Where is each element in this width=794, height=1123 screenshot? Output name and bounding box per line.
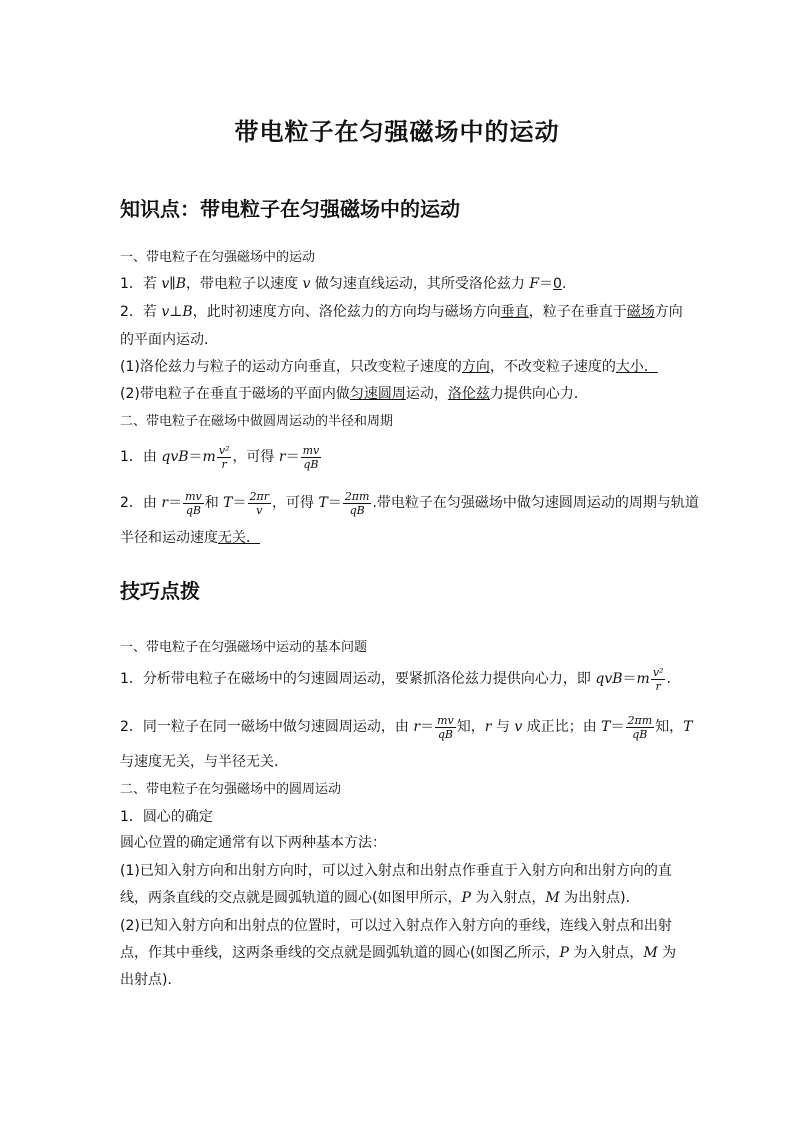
section-heading-knowledge: 知识点：带电粒子在匀强磁场中的运动 (120, 197, 460, 221)
subheading-motion: 一、带电粒子在匀强磁场中的运动 (120, 250, 316, 265)
tip-proportional: 2．同一粒子在同一磁场中做匀速圆周运动，由 r＝ $\frac{mv}{qB}$ 知，r 与 v 成正比；由 T＝ $\frac{2\pi m}{qB}$ 知，T (120, 713, 693, 741)
paragraph-circular-motion: (2)带电粒子在垂直于磁场的平面内做匀速圆周运动，洛伦兹力提供向心力． (120, 386, 588, 402)
subheading-basic-problems: 一、带电粒子在匀强磁场中运动的基本问题 (120, 640, 368, 655)
fraction-2pim-over-qb: $\frac{2\pi m}{qB}$ (627, 713, 653, 741)
formula-period-cont: 半径和运动速度无关． (120, 530, 260, 546)
tip-centripetal-force: 1．分析带电粒子在磁场中的匀速圆周运动，要紧抓洛伦兹力提供向心力，即 qvB＝m $\frac{\text{v²}}{r}$ . (120, 665, 671, 693)
paragraph-method-1: (1)已知入射方向和出射方向时，可以过入射点和出射点作垂直于入射方向和出射方向的直 (120, 863, 672, 879)
fraction-mv-over-qb: $\frac{mv}{qB}$ (185, 489, 202, 517)
item-center-determination: 1．圆心的确定 (120, 809, 213, 825)
paragraph-methods-intro: 圆心位置的确定通常有以下两种基本方法： (120, 835, 386, 851)
fraction-mv-over-qb: $\frac{mv}{qB}$ (302, 443, 320, 471)
paragraph-method-2: (2)已知入射方向和出射点的位置时，可以过入射点作入射方向的垂线，连线入射点和出射 (120, 918, 672, 934)
paragraph-lorentz-direction: (1)洛伦兹力与粒子的运动方向垂直，只改变粒子速度的方向，不改变粒子速度的大小． (120, 359, 658, 375)
tip-proportional-cont: 与速度无关，与半径无关． (120, 754, 288, 770)
section-heading-tips: 技巧点拨 (120, 579, 200, 603)
page-title: 带电粒子在匀强磁场中的运动 (234, 118, 560, 146)
fraction-v2-over-r: $\frac{\text{v²}}{r}$ (652, 665, 664, 693)
paragraph-parallel-case: 1．若 v∥B，带电粒子以速度 v 做匀速直线运动，其所受洛伦兹力 F＝0. (120, 276, 567, 292)
formula-period: 2．由 r＝ $\frac{mv}{qB}$ 和 T＝ $\frac{2\pi r}{v}$ ，可得 T＝ $\frac{2\pi m}{qB}$ .带电粒子在匀强磁场中做匀速圆周运动的周期与轨道 (120, 489, 699, 517)
paragraph-perpendicular-case-cont: 的平面内运动． (120, 332, 218, 348)
fraction-v2-over-r: $\frac{\text{v²}}{r}$ (218, 443, 230, 471)
paragraph-method-2-cont: 点，作其中垂线，这两条垂线的交点就是圆弧轨道的圆心(如图乙所示，P 为入射点，M 为 (120, 945, 677, 961)
subheading-circular-motion: 二、带电粒子在匀强磁场中的圆周运动 (120, 782, 342, 797)
fraction-mv-over-qb: $\frac{mv}{qB}$ (437, 713, 454, 741)
paragraph-method-1-cont: 线，两条直线的交点就是圆弧轨道的圆心(如图甲所示，P 为入射点，M 为出射点)． (120, 890, 640, 906)
subheading-radius-period: 二、带电粒子在磁场中做圆周运动的半径和周期 (120, 414, 394, 429)
formula-radius: 1．由 qvB＝m $\frac{\text{v²}}{r}$ ，可得 r＝ $\frac{mv}{qB}$ (120, 443, 320, 471)
fraction-2pim-over-qb: $\frac{2\pi m}{qB}$ (344, 489, 370, 517)
fraction-2pir-over-v: $\frac{2\pi r}{v}$ (249, 489, 270, 517)
paragraph-method-2-end: 出射点)． (120, 972, 182, 988)
paragraph-perpendicular-case: 2．若 v⊥B，此时初速度方向、洛伦兹力的方向均与磁场方向垂直，粒子在垂直于磁场方向 (120, 304, 683, 320)
